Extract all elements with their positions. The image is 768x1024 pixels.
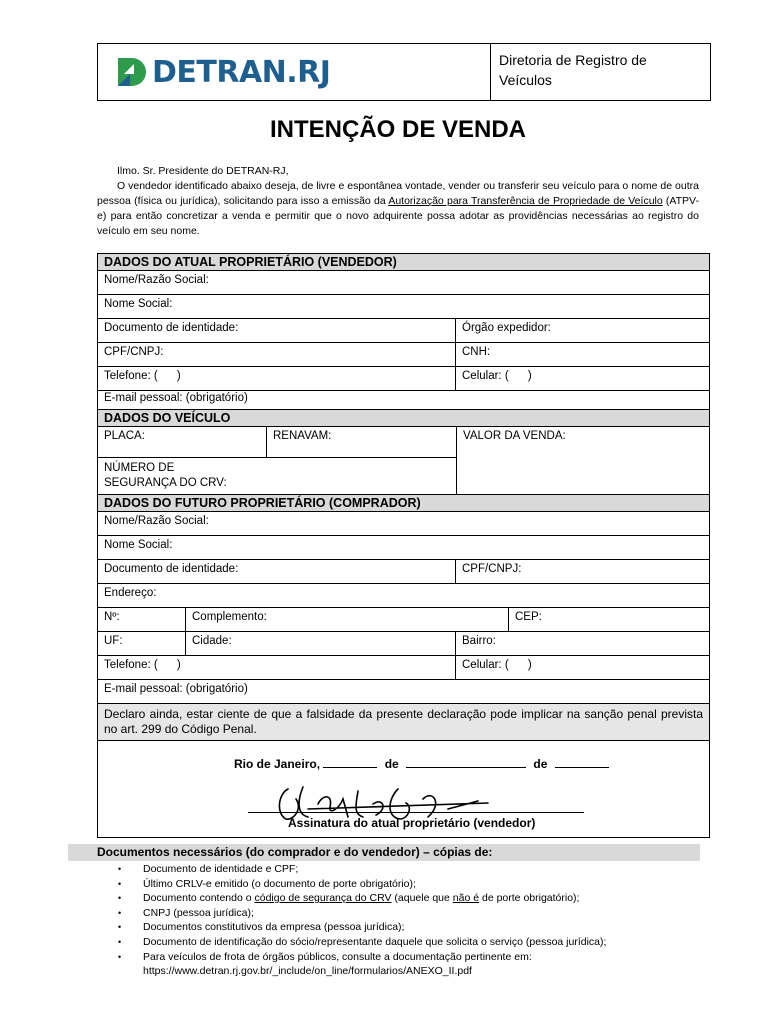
crv-code-link: código de segurança do CRV: [254, 892, 392, 905]
greeting: Ilmo. Sr. Presidente do DETRAN-RJ,: [117, 165, 289, 177]
list-item: [118, 950, 708, 979]
buyer-section-header: [98, 495, 709, 512]
month-blank[interactable]: [406, 767, 526, 768]
logo-text: DETRAN.RJ: [152, 54, 331, 90]
buyer-social-name-row[interactable]: [98, 536, 709, 560]
buyer-name-field[interactable]: Nome/Razão Social:: [104, 515, 209, 527]
page-title: INTENÇÃO DE VENDA: [269, 116, 527, 143]
buyer-district-field[interactable]: Bairro:: [462, 635, 496, 647]
list-item: • Último CRLV-e emitido (o documento de porte obrigatório);: [118, 877, 708, 892]
documents-title: Documentos necessários (do comprador e do vendedor) – cópias de:: [68, 844, 700, 861]
buyer-address-row[interactable]: [98, 584, 709, 608]
plate-renavam-row: [98, 427, 456, 458]
seller-cpf-row: [98, 343, 709, 367]
date-de-1: de: [384, 757, 399, 771]
buyer-uf-field[interactable]: UF:: [98, 632, 186, 655]
intent-form: [97, 253, 710, 838]
list-item: • Documento de identificação do sócio/representante daquele que solicita o serviço (pessoa jurídica);: [118, 935, 708, 950]
intro-text: [97, 164, 699, 239]
plate-field[interactable]: PLACA:: [98, 427, 267, 457]
buyer-id-row: [98, 560, 709, 584]
document-header: [97, 43, 711, 101]
list-item: • Documentos constitutivos da empresa (pessoa jurídica);: [118, 920, 708, 935]
seller-cnh-field[interactable]: CNH:: [462, 346, 491, 358]
vehicle-section-header: [98, 410, 709, 427]
buyer-cep-field[interactable]: CEP:: [515, 611, 542, 623]
logo-cell: [98, 44, 491, 100]
renavam-field[interactable]: RENAVAM:: [273, 430, 332, 442]
buyer-id-doc-field[interactable]: Documento de identidade:: [98, 560, 456, 583]
seller-mobile-field[interactable]: Celular: ( ): [462, 370, 532, 382]
department-name: Diretoria de Registro de Veículos: [499, 52, 647, 88]
buyer-name-row[interactable]: [98, 512, 709, 536]
day-blank[interactable]: [323, 767, 377, 768]
seller-id-row: [98, 319, 709, 343]
intro-paragraph: [97, 179, 699, 239]
buyer-address-field[interactable]: Endereço:: [104, 587, 157, 599]
year-blank[interactable]: [555, 767, 609, 768]
vehicle-left-block: [98, 427, 457, 494]
buyer-mobile-field[interactable]: Celular: ( ): [462, 659, 532, 671]
declaration-row: [98, 704, 709, 741]
crv-security-field[interactable]: [98, 458, 456, 494]
seller-phone-field[interactable]: Telefone: ( ): [98, 367, 456, 390]
list-item: • Documento de identidade e CPF;: [118, 862, 708, 877]
signature-line[interactable]: [248, 812, 584, 813]
crv-label-line2: SEGURANÇA DO CRV:: [104, 477, 227, 489]
buyer-city-row: [98, 632, 709, 656]
seller-section-title: DADOS DO ATUAL PROPRIETÁRIO (VENDEDOR): [104, 255, 397, 269]
sale-value-field[interactable]: VALOR DA VENDA:: [463, 430, 566, 442]
date-de-2: de: [533, 757, 548, 771]
item3-a: Documento contendo o: [143, 892, 255, 905]
annex-url-link[interactable]: https://www.detran.rj.gov.br/_include/on_line/formularios/ANEXO_II.pdf: [143, 965, 472, 978]
list-item: [118, 891, 708, 906]
seller-id-doc-field[interactable]: Documento de identidade:: [98, 319, 456, 342]
vehicle-section-title: DADOS DO VEÍCULO: [104, 411, 231, 425]
item3-underline: não é: [452, 892, 480, 905]
seller-name-field[interactable]: Nome/Razão Social:: [104, 274, 209, 286]
buyer-section-title: DADOS DO FUTURO PROPRIETÁRIO (COMPRADOR): [104, 496, 421, 510]
date-city: Rio de Janeiro,: [234, 757, 321, 771]
atpv-link: Autorização para Transferência de Propriedade de Veículo: [388, 195, 663, 207]
buyer-phone-row: [98, 656, 709, 680]
list-item: • CNPJ (pessoa jurídica);: [118, 906, 708, 921]
signature-label: Assinatura do atual proprietário (vendedor): [288, 816, 536, 830]
buyer-email-row[interactable]: [98, 680, 709, 704]
item3-b: (aquele que: [391, 892, 453, 905]
declaration-text: Declaro ainda, estar ciente de que a falsidade da presente declaração pode implicar na sanção penal prevista no art. 299 do Código Penal.: [98, 704, 709, 740]
seller-issuer-field[interactable]: Órgão expedidor:: [462, 322, 551, 334]
date-line: [234, 757, 609, 771]
buyer-number-row: [98, 608, 709, 632]
seller-social-name-field[interactable]: Nome Social:: [104, 298, 173, 310]
intro-p1-end: (ATPV-e) para então concretizar a venda e permitir que o novo adquirente possa adotar as providências necessárias ao registro do veículo em seu nome.: [97, 195, 699, 237]
buyer-social-name-field[interactable]: Nome Social:: [104, 539, 173, 551]
seller-email-field[interactable]: E-mail pessoal: (obrigatório): [104, 392, 248, 404]
intro-p1: O vendedor identificado abaixo deseja, de livre e espontânea vontade, vender ou transferir seu veículo para o nome de outra pessoa (física ou jurídica), solicitando para isso a emissão da: [97, 180, 699, 207]
seller-social-name-row[interactable]: [98, 295, 709, 319]
seller-email-row[interactable]: [98, 391, 709, 410]
buyer-city-field[interactable]: Cidade:: [186, 632, 456, 655]
documents-list: [118, 862, 708, 979]
seller-cpf-field[interactable]: CPF/CNPJ:: [98, 343, 456, 366]
buyer-email-field[interactable]: E-mail pessoal: (obrigatório): [104, 683, 248, 695]
seller-section-header: [98, 254, 709, 271]
item3-c: de porte obrigatório);: [479, 892, 580, 905]
vehicle-data-row: [98, 427, 709, 495]
crv-label-line1: NÚMERO DE: [104, 462, 175, 474]
buyer-complement-field[interactable]: Complemento:: [186, 608, 509, 631]
buyer-cpf-field[interactable]: CPF/CNPJ:: [462, 563, 522, 575]
buyer-phone-field[interactable]: Telefone: ( ): [98, 656, 456, 679]
buyer-number-field[interactable]: Nº:: [98, 608, 186, 631]
detran-logo-icon: [116, 56, 146, 88]
signature-box: [98, 741, 709, 837]
item7-text: Para veículos de frota de órgãos públicos, consulte a documentação pertinente em:: [143, 950, 532, 963]
seller-phone-row: [98, 367, 709, 391]
seller-name-row[interactable]: [98, 271, 709, 295]
